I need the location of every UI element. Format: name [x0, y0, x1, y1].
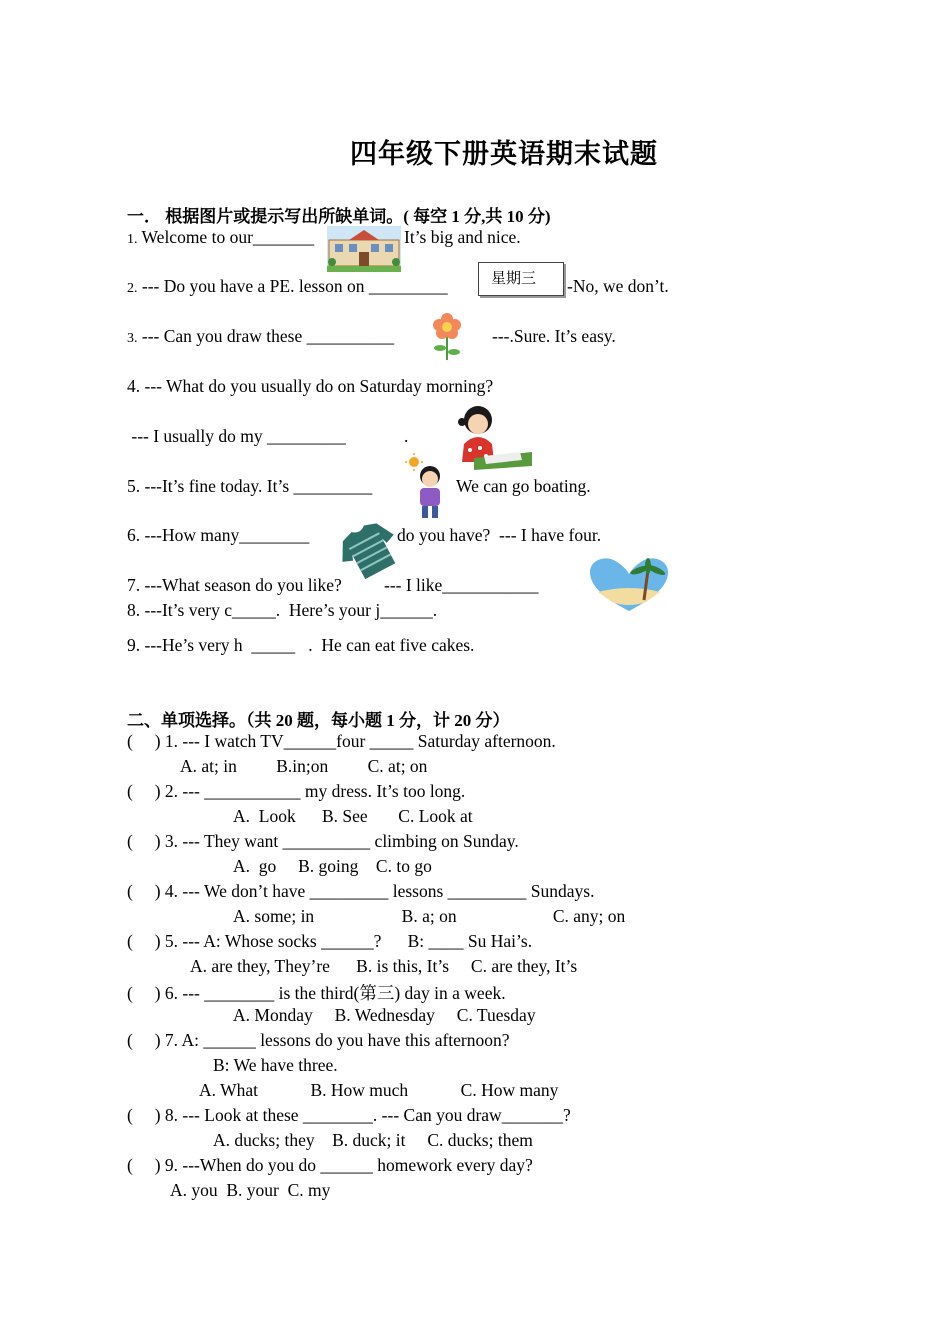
girl-doing-homework-icon — [444, 400, 534, 470]
question-4-answer: --- I usually do my _________ — [127, 426, 346, 446]
choice-question-6: ( ) 6. --- ________ is the third(第三) day in a week. — [127, 983, 506, 1003]
question-number: 2. — [127, 281, 138, 296]
question-4: 4. --- What do you usually do on Saturday morning? — [127, 376, 494, 396]
school-building-icon — [327, 226, 401, 272]
question-6-after: do you have? --- I have four. — [397, 525, 602, 545]
question-9: 9. ---He’s very h _____ . He can eat five cakes. — [127, 635, 475, 655]
summer-beach-icon — [590, 556, 668, 614]
question-text: --- Can you draw these __________ — [137, 326, 395, 346]
choice-options-3: A. go B. going C. to go — [233, 856, 432, 876]
choice-question-4: ( ) 4. --- We don’t have _________ lessons _________ Sundays. — [127, 881, 595, 901]
question-7: 7. ---What season do you like? — [127, 575, 342, 595]
question-6: 6. ---How many________ — [127, 525, 310, 545]
choice-question-7: ( ) 7. A: ______ lessons do you have this afternoon? — [127, 1030, 510, 1050]
choice-options-7: A. What B. How much C. How many — [199, 1080, 559, 1100]
flower-icon — [430, 312, 464, 362]
question-2 — [127, 276, 448, 297]
question-3-after: ---.Sure. It’s easy. — [492, 326, 616, 346]
question-1 — [127, 227, 314, 248]
question-text: --- Do you have a PE. lesson on _________ — [137, 276, 448, 296]
choice-options-6: A. Monday B. Wednesday C. Tuesday — [233, 1005, 536, 1025]
choice-options-9: A. you B. your C. my — [170, 1180, 331, 1200]
weekday-bubble: 星期三 — [478, 262, 564, 296]
question-5-after: We can go boating. — [456, 476, 591, 496]
section1-heading: 一． 根据图片或提示写出所缺单词。( 每空 1 分,共 10 分) — [127, 207, 551, 226]
question-2-after: -No, we don’t. — [567, 276, 669, 296]
choice-options-1: A. at; in B.in;on C. at; on — [180, 756, 428, 776]
section2-heading: 二、单项选择。（共 20 题，每小题 1 分，计 20 分） — [127, 711, 510, 730]
question-number: 1. — [127, 232, 138, 247]
page-title: 四年级下册英语期末试题 — [350, 139, 658, 169]
boy-in-sunshine-icon — [404, 452, 452, 522]
choice-question-5: ( ) 5. --- A: Whose socks ______? B: ____ Su Hai’s. — [127, 931, 533, 951]
choice-options-4: A. some; in B. a; on C. any; on — [233, 906, 626, 926]
choice-options-5: A. are they, They’re B. is this, It’s C. are they, It’s — [190, 956, 578, 976]
choice-options-8: A. ducks; they B. duck; it C. ducks; them — [213, 1130, 533, 1150]
question-7-after: --- I like___________ — [384, 575, 539, 595]
question-5: 5. ---It’s fine today. It’s _________ — [127, 476, 373, 496]
choice-question-2: ( ) 2. --- ___________ my dress. It’s too long. — [127, 781, 466, 801]
question-number: 3. — [127, 331, 138, 346]
choice-question-9: ( ) 9. ---When do you do ______ homework every day? — [127, 1155, 533, 1175]
question-1-after: It’s big and nice. — [404, 227, 521, 247]
choice-question-8: ( ) 8. --- Look at these ________. --- Can you draw_______? — [127, 1105, 571, 1125]
choice-question-1: ( ) 1. --- I watch TV______four _____ Saturday afternoon. — [127, 731, 556, 751]
question-3 — [127, 326, 394, 347]
question-8: 8. ---It’s very c_____. Here’s your j______. — [127, 600, 438, 620]
question-4-after: . — [404, 426, 409, 446]
choice-question-7-reply: B: We have three. — [213, 1055, 338, 1075]
choice-question-3: ( ) 3. --- They want __________ climbing on Sunday. — [127, 831, 519, 851]
choice-options-2: A. Look B. See C. Look at — [233, 806, 473, 826]
question-text: Welcome to our_______ — [137, 227, 315, 247]
sweater-icon — [338, 520, 400, 580]
